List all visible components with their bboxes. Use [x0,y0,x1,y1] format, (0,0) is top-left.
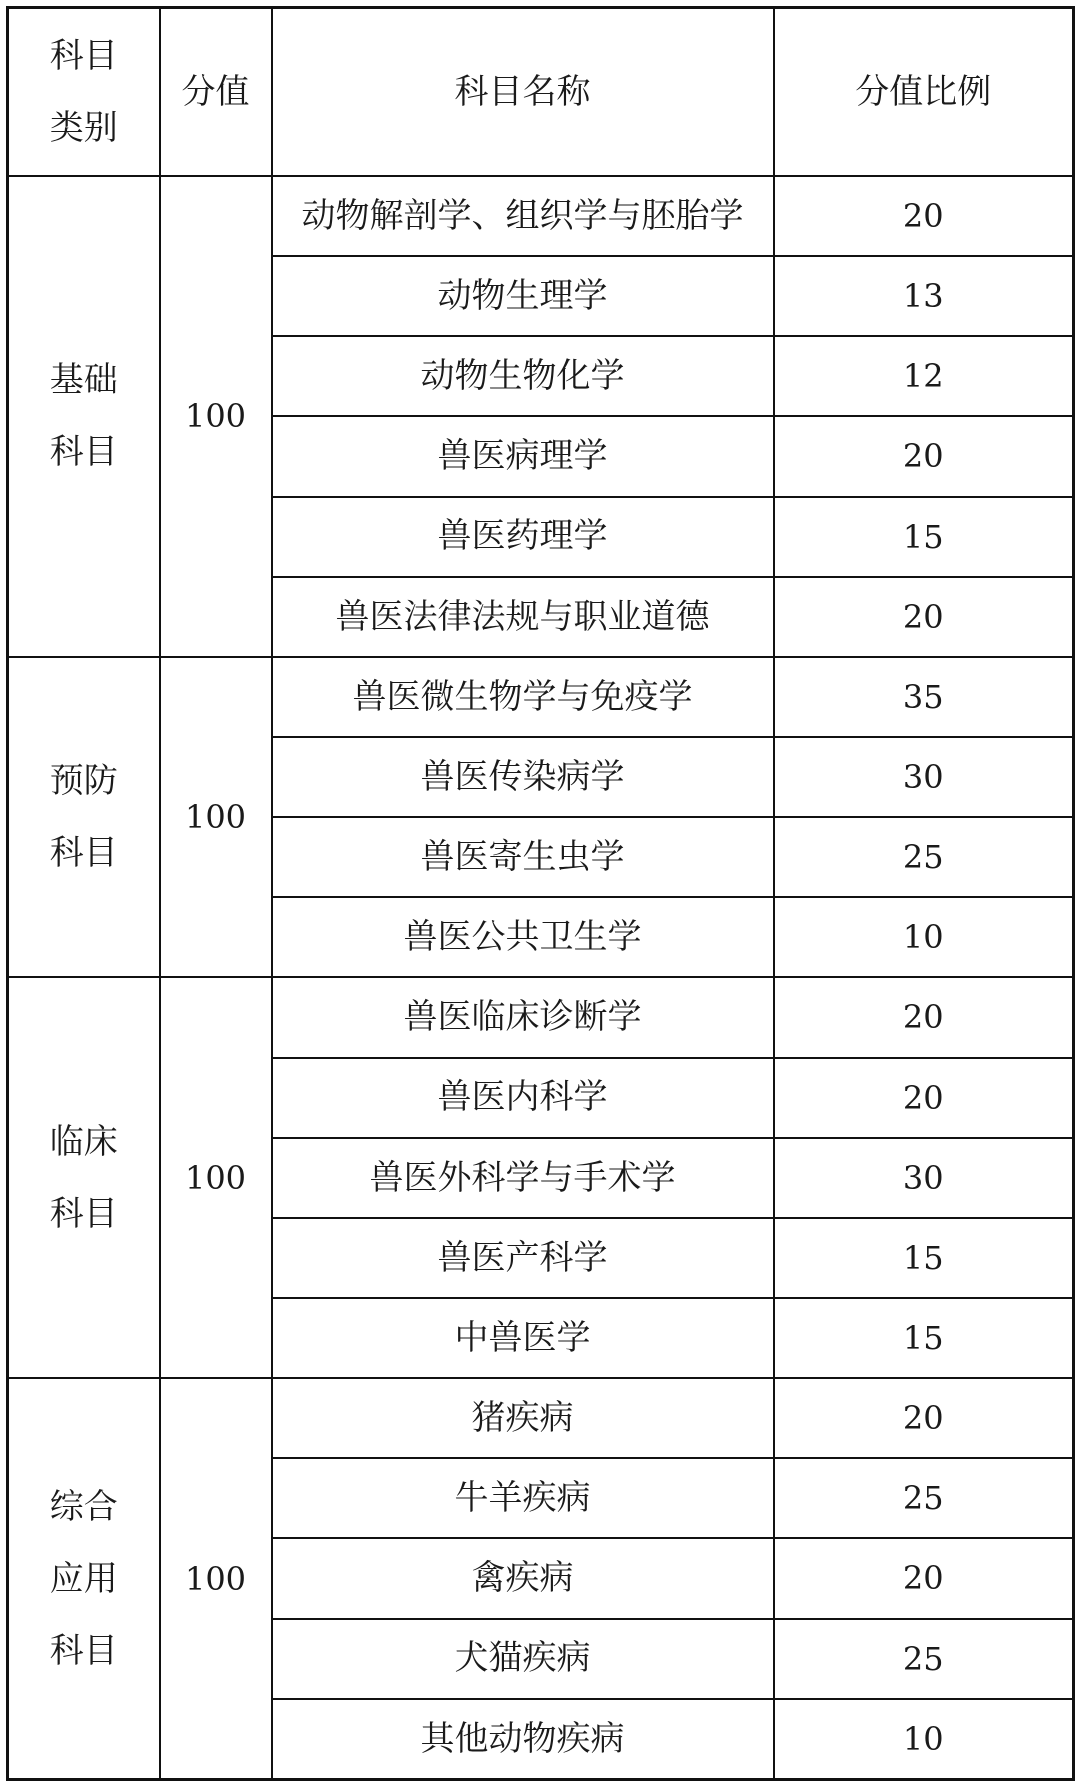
subject-name-cell: 牛羊疾病 [272,1458,774,1538]
ratio-cell: 20 [774,1378,1074,1458]
category-line: 应用 [49,1558,118,1599]
table-row [8,1378,1074,1458]
score-cell: 100 [160,977,272,1378]
subject-name-cell: 兽医病理学 [272,416,774,496]
category-line: 科目 [49,432,118,473]
ratio-cell: 25 [774,1619,1074,1699]
header-score: 分值 [160,8,272,177]
subject-name-cell: 猪疾病 [272,1378,774,1458]
subject-name-cell: 兽医法律法规与职业道德 [272,577,774,657]
category-cell [8,977,160,1378]
subject-name-cell: 兽医药理学 [272,497,774,577]
table-body [8,176,1074,1780]
table-header [8,8,1074,177]
header-category-line-1: 科目 [49,36,118,76]
subject-name-cell: 兽医寄生虫学 [272,817,774,897]
subject-name-cell: 兽医临床诊断学 [272,977,774,1057]
subject-name-cell: 其他动物疾病 [272,1699,774,1780]
subject-name-cell: 动物解剖学、组织学与胚胎学 [272,176,774,256]
ratio-cell: 20 [774,1058,1074,1138]
ratio-cell: 20 [774,416,1074,496]
subject-name-cell: 兽医外科学与手术学 [272,1138,774,1218]
header-category [8,8,160,177]
category-line: 科目 [49,1630,118,1671]
subject-name-cell: 兽医公共卫生学 [272,897,774,977]
ratio-cell: 15 [774,1218,1074,1298]
ratio-cell: 13 [774,256,1074,336]
header-ratio: 分值比例 [774,8,1074,177]
ratio-cell: 20 [774,1538,1074,1618]
subject-name-cell: 动物生物化学 [272,336,774,416]
category-line: 科目 [49,1193,118,1234]
category-line: 综合 [49,1486,118,1527]
score-cell: 100 [160,1378,272,1779]
table-row [8,657,1074,737]
score-table [6,6,1075,1781]
category-cell [8,176,160,657]
subject-name-cell: 兽医产科学 [272,1218,774,1298]
ratio-cell: 15 [774,497,1074,577]
category-line: 科目 [49,833,118,874]
subject-name-cell: 禽疾病 [272,1538,774,1618]
ratio-cell: 20 [774,577,1074,657]
ratio-cell: 20 [774,977,1074,1057]
header-row [8,8,1074,177]
ratio-cell: 10 [774,1699,1074,1780]
category-cell [8,1378,160,1779]
ratio-cell: 12 [774,336,1074,416]
subject-name-cell: 动物生理学 [272,256,774,336]
table-row [8,176,1074,256]
subject-name-cell: 中兽医学 [272,1298,774,1378]
category-line: 基础 [49,360,118,401]
category-line: 预防 [49,761,118,802]
score-cell: 100 [160,657,272,978]
subject-name-cell: 犬猫疾病 [272,1619,774,1699]
ratio-cell: 20 [774,176,1074,256]
ratio-cell: 25 [774,817,1074,897]
header-category-line-2: 类别 [49,108,118,148]
ratio-cell: 25 [774,1458,1074,1538]
ratio-cell: 30 [774,737,1074,817]
table-row [8,977,1074,1057]
ratio-cell: 35 [774,657,1074,737]
category-line: 临床 [49,1121,118,1162]
score-cell: 100 [160,176,272,657]
ratio-cell: 15 [774,1298,1074,1378]
subject-name-cell: 兽医内科学 [272,1058,774,1138]
ratio-cell: 10 [774,897,1074,977]
header-subject-name: 科目名称 [272,8,774,177]
ratio-cell: 30 [774,1138,1074,1218]
subject-name-cell: 兽医传染病学 [272,737,774,817]
subject-name-cell: 兽医微生物学与免疫学 [272,657,774,737]
category-cell [8,657,160,978]
